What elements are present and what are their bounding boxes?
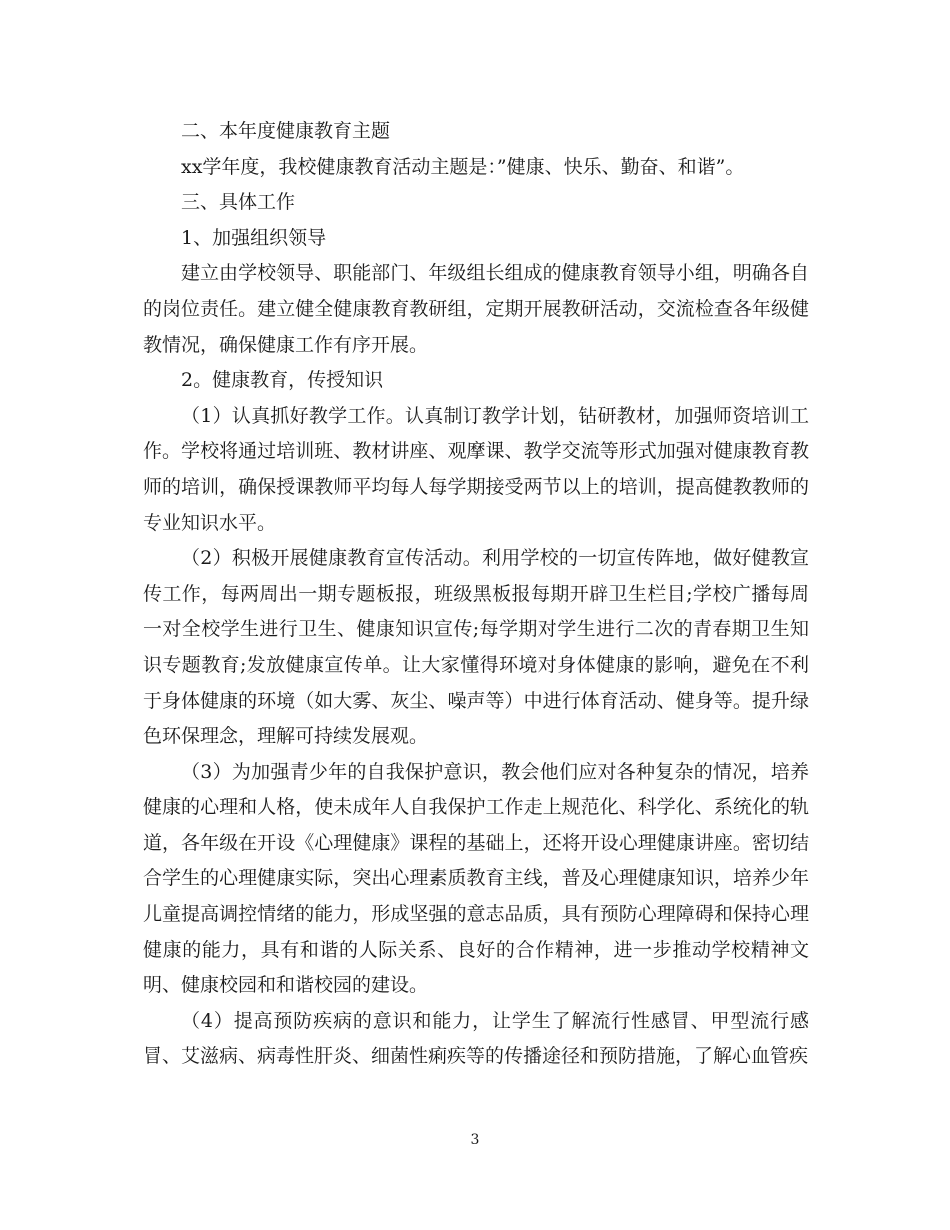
subheading-education: 2。健康教育，传授知识 — [181, 369, 384, 392]
paragraph-theme: xx学年度，我校健康教育活动主题是：”健康、快乐、勤奋、和谐”。 — [181, 155, 745, 178]
paragraph-item-2: （2）积极开展健康教育宣传活动。利用学校的一切宣传阵地，做好健教宣传工作，每两周出一期专题板报，班级黑板报每期开辟卫生栏目;学校广播每周一对全校学生进行卫生、健康知识宣传;每学期对学生进行二次的青春期卫生知识专题教育;发放健康宣传单。让大家懂得环境对身体健康的影响，避免在不利于身体健康的环境（如大雾、灰尘、噪声等）中进行体育活动、健身等。提升绿色环保理念，理解可持续发展观。 — [143, 547, 809, 748]
section-heading-work: 三、具体工作 — [181, 191, 296, 214]
paragraph-leadership: 建立由学校领导、职能部门、年级组长组成的健康教育领导小组，明确各自的岗位责任。建立健全健康教育教研组，定期开展教研活动，交流检查各年级健教情况，确保健康工作有序开展。 — [143, 262, 809, 356]
page-number: 3 — [470, 1132, 480, 1148]
paragraph-item-1: （1）认真抓好教学工作。认真制订教学计划，钻研教材，加强师资培训工作。学校将通过培训班、教材讲座、观摩课、教学交流等形式加强对健康教育教师的培训，确保授课教师平均每人每学期接受两节以上的培训，提高健教教师的专业知识水平。 — [143, 404, 809, 534]
paragraph-item-4: （4）提高预防疾病的意识和能力，让学生了解流行性感冒、甲型流行感冒、艾滋病、病毒性肝炎、细菌性痢疾等的传播途径和预防措施，了解心血管疾 — [143, 1009, 809, 1068]
paragraph-item-3: （3）为加强青少年的自我保护意识，教会他们应对各种复杂的情况，培养健康的心理和人格，使未成年人自我保护工作走上规范化、科学化、系统化的轨道，各年级在开设《心理健康》课程的基础上，还将开设心理健康讲座。密切结合学生的心理健康实际，突出心理素质教育主线，普及心理健康知识，培养少年儿童提高调控情绪的能力，形成坚强的意志品质，具有预防心理障碍和保持心理健康的能力，具有和谐的人际关系、良好的合作精神，进一步推动学校精神文明、健康校园和和谐校园的建设。 — [143, 760, 809, 997]
document-body — [143, 114, 809, 1075]
section-heading-theme: 二、本年度健康教育主题 — [181, 120, 391, 142]
subheading-leadership: 1、加强组织领导 — [181, 226, 327, 249]
